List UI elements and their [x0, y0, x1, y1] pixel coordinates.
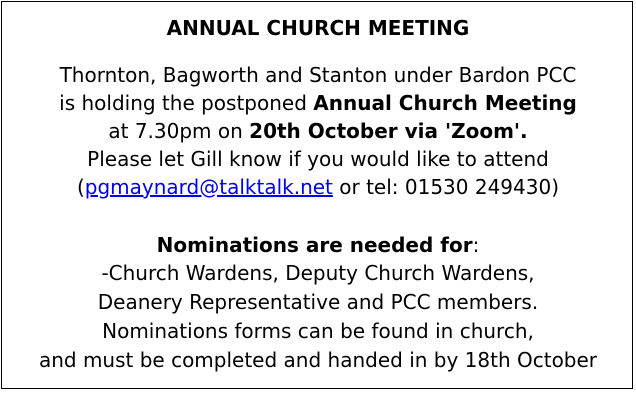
meeting-line [0, 89, 636, 117]
phone-text: or tel: 01530 249430) [332, 175, 560, 199]
pcc-line [0, 61, 636, 89]
forms-text: Nominations forms can be found in church, [102, 319, 534, 343]
pcc-text: Thornton, Bagworth and Stanton under Bardon PCC [59, 63, 577, 87]
meeting-name: Annual Church Meeting [313, 91, 577, 115]
attend-text: Please let Gill know if you would like to attend [87, 147, 549, 171]
roles-line-2 [0, 288, 636, 316]
nominations-label: Nominations are needed for [156, 233, 473, 257]
roles-line-1 [0, 259, 636, 287]
contact-line [0, 173, 636, 201]
roles-text-1: -Church Wardens, Deputy Church Wardens, [101, 261, 535, 285]
attend-line [0, 145, 636, 173]
nominations-colon: : [472, 233, 480, 257]
contact-open: ( [76, 175, 85, 199]
roles-text-2: Deanery Representative and PCC members. [97, 290, 539, 314]
deadline-line [0, 346, 636, 374]
meeting-text: is holding the postponed [59, 91, 314, 115]
time-line [0, 117, 636, 145]
deadline-text: and must be completed and handed in by 18th October [38, 348, 598, 372]
nominations-heading [0, 231, 636, 259]
forms-line [0, 317, 636, 345]
time-text: at 7.30pm on [108, 119, 250, 143]
notice-title: ANNUAL CHURCH MEETING [166, 16, 470, 40]
email-link[interactable]: pgmaynard@talktalk.net [84, 175, 333, 199]
date-venue: 20th October via 'Zoom'. [249, 119, 528, 143]
